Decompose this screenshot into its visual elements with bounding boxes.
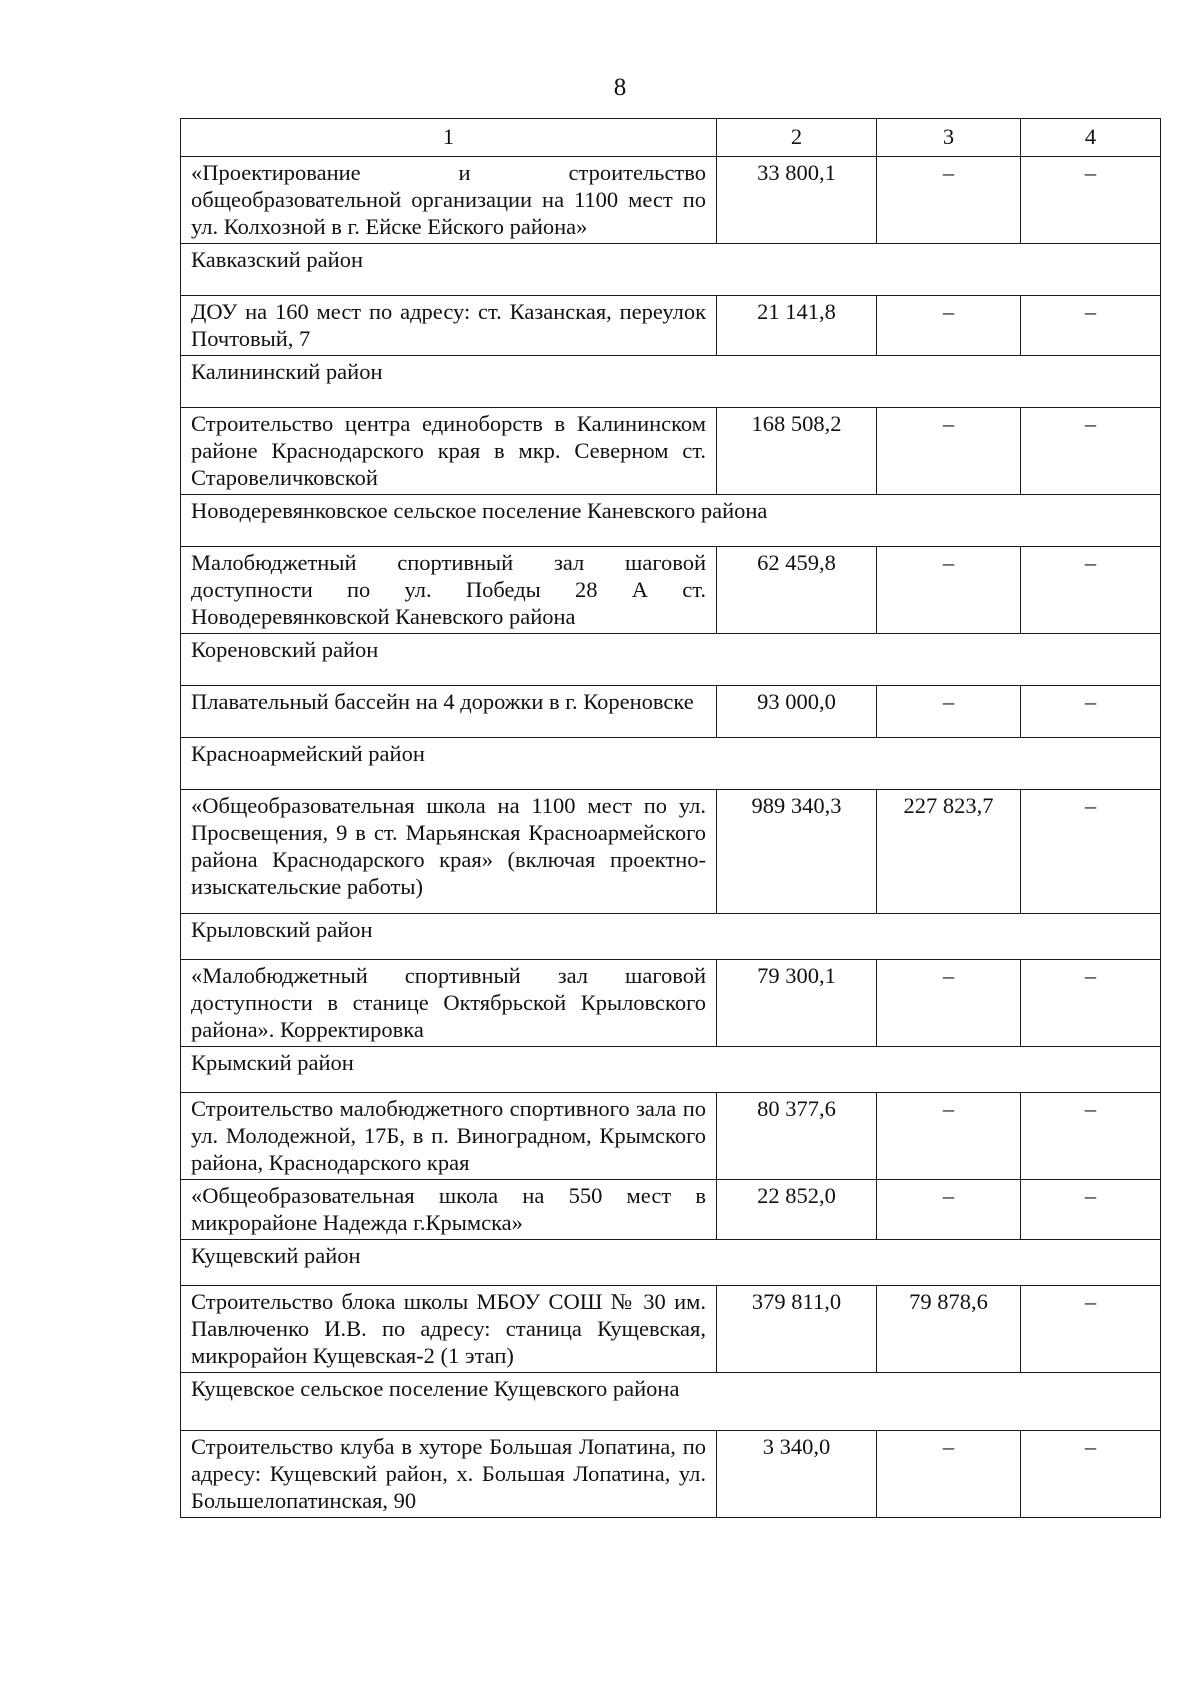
value-col4-cell: – <box>1021 790 1161 914</box>
district-name: Калининский район <box>181 356 1161 408</box>
district-row <box>181 495 1161 547</box>
district-name: Кущевское сельское поселение Кущевского района <box>181 1373 1161 1431</box>
object-name-cell: «Малобюджетный спортивный зал шаговой доступности в станице Октябрьской Крыловского района». Корректировка <box>181 960 717 1047</box>
value-col2-cell: 3 340,0 <box>717 1431 877 1518</box>
object-name-cell: Строительство малобюджетного спортивного зала по ул. Молодежной, 17Б, в п. Виноградном, Крымского района, Краснодарского края <box>181 1093 717 1180</box>
table-row <box>181 547 1161 634</box>
value-col3-cell: – <box>877 296 1021 356</box>
table-row <box>181 1093 1161 1180</box>
value-col2-cell: 93 000,0 <box>717 686 877 738</box>
district-name: Кореновский район <box>181 634 1161 686</box>
value-col2-cell: 79 300,1 <box>717 960 877 1047</box>
value-col4-cell: – <box>1021 1180 1161 1240</box>
district-row <box>181 914 1161 960</box>
value-col4-cell: – <box>1021 1286 1161 1373</box>
value-col4-cell: – <box>1021 157 1161 244</box>
district-row <box>181 1373 1161 1431</box>
object-name-cell: «Общеобразовательная школа на 550 мест в микрорайоне Надежда г.Крымска» <box>181 1180 717 1240</box>
value-col2-cell: 379 811,0 <box>717 1286 877 1373</box>
object-name-cell: Малобюджетный спортивный зал шаговой доступности по ул. Победы 28 А ст. Новодеревянковской Каневского района <box>181 547 717 634</box>
district-name: Красноармейский район <box>181 738 1161 790</box>
table-row <box>181 1431 1161 1518</box>
district-row <box>181 738 1161 790</box>
header-cell: 3 <box>877 119 1021 157</box>
table-row <box>181 1286 1161 1373</box>
value-col2-cell: 21 141,8 <box>717 296 877 356</box>
value-col4-cell: – <box>1021 1431 1161 1518</box>
value-col3-cell: – <box>877 1180 1021 1240</box>
value-col3-cell: – <box>877 547 1021 634</box>
object-name-cell: Строительство блока школы МБОУ СОШ № 30 им. Павлюченко И.В. по адресу: станица Кущевская, микрорайон Кущевская-2 (1 этап) <box>181 1286 717 1373</box>
table-row <box>181 408 1161 495</box>
header-cell: 1 <box>181 119 717 157</box>
district-row <box>181 1047 1161 1093</box>
district-name: Новодеревянковское сельское поселение Каневского района <box>181 495 1161 547</box>
header-cell: 4 <box>1021 119 1161 157</box>
district-name: Кавказский район <box>181 244 1161 296</box>
page-number: 8 <box>613 74 627 101</box>
table-row <box>181 157 1161 244</box>
district-row <box>181 634 1161 686</box>
value-col2-cell: 33 800,1 <box>717 157 877 244</box>
value-col4-cell: – <box>1021 296 1161 356</box>
object-name-cell: Плавательный бассейн на 4 дорожки в г. Кореновске <box>181 686 717 738</box>
value-col4-cell: – <box>1021 408 1161 495</box>
value-col3-cell: – <box>877 686 1021 738</box>
objects-table <box>180 118 1161 1518</box>
table-row <box>181 296 1161 356</box>
table-row <box>181 960 1161 1047</box>
district-row <box>181 1240 1161 1286</box>
value-col3-cell: 227 823,7 <box>877 790 1021 914</box>
table-row <box>181 686 1161 738</box>
header-cell: 2 <box>717 119 877 157</box>
object-name-cell: ДОУ на 160 мест по адресу: ст. Казанская, переулок Почтовый, 7 <box>181 296 717 356</box>
district-row <box>181 356 1161 408</box>
district-name: Крымский район <box>181 1047 1161 1093</box>
object-name-cell: «Общеобразовательная школа на 1100 мест по ул. Просвещения, 9 в ст. Марьянская Красноармейского района Краснодарского края» (включая проектно-изыскательские работы) <box>181 790 717 914</box>
table-row <box>181 1180 1161 1240</box>
value-col3-cell: – <box>877 1093 1021 1180</box>
table-header-row <box>181 119 1161 157</box>
table-row <box>181 790 1161 914</box>
district-name: Крыловский район <box>181 914 1161 960</box>
value-col3-cell: 79 878,6 <box>877 1286 1021 1373</box>
value-col4-cell: – <box>1021 1093 1161 1180</box>
value-col3-cell: – <box>877 408 1021 495</box>
value-col4-cell: – <box>1021 686 1161 738</box>
district-row <box>181 244 1161 296</box>
value-col3-cell: – <box>877 157 1021 244</box>
district-name: Кущевский район <box>181 1240 1161 1286</box>
object-name-cell: Строительство клуба в хуторе Большая Лопатина, по адресу: Кущевский район, х. Большая Лопатина, ул. Большелопатинская, 90 <box>181 1431 717 1518</box>
value-col4-cell: – <box>1021 547 1161 634</box>
value-col3-cell: – <box>877 960 1021 1047</box>
value-col3-cell: – <box>877 1431 1021 1518</box>
value-col2-cell: 168 508,2 <box>717 408 877 495</box>
object-name-cell: «Проектирование и строительство общеобразовательной организации на 1100 мест по ул. Колхозной в г. Ейске Ейского района» <box>181 157 717 244</box>
value-col2-cell: 80 377,6 <box>717 1093 877 1180</box>
value-col4-cell: – <box>1021 960 1161 1047</box>
object-name-cell: Строительство центра единоборств в Калининском районе Краснодарского края в мкр. Северном ст. Старовеличковской <box>181 408 717 495</box>
value-col2-cell: 22 852,0 <box>717 1180 877 1240</box>
value-col2-cell: 989 340,3 <box>717 790 877 914</box>
value-col2-cell: 62 459,8 <box>717 547 877 634</box>
